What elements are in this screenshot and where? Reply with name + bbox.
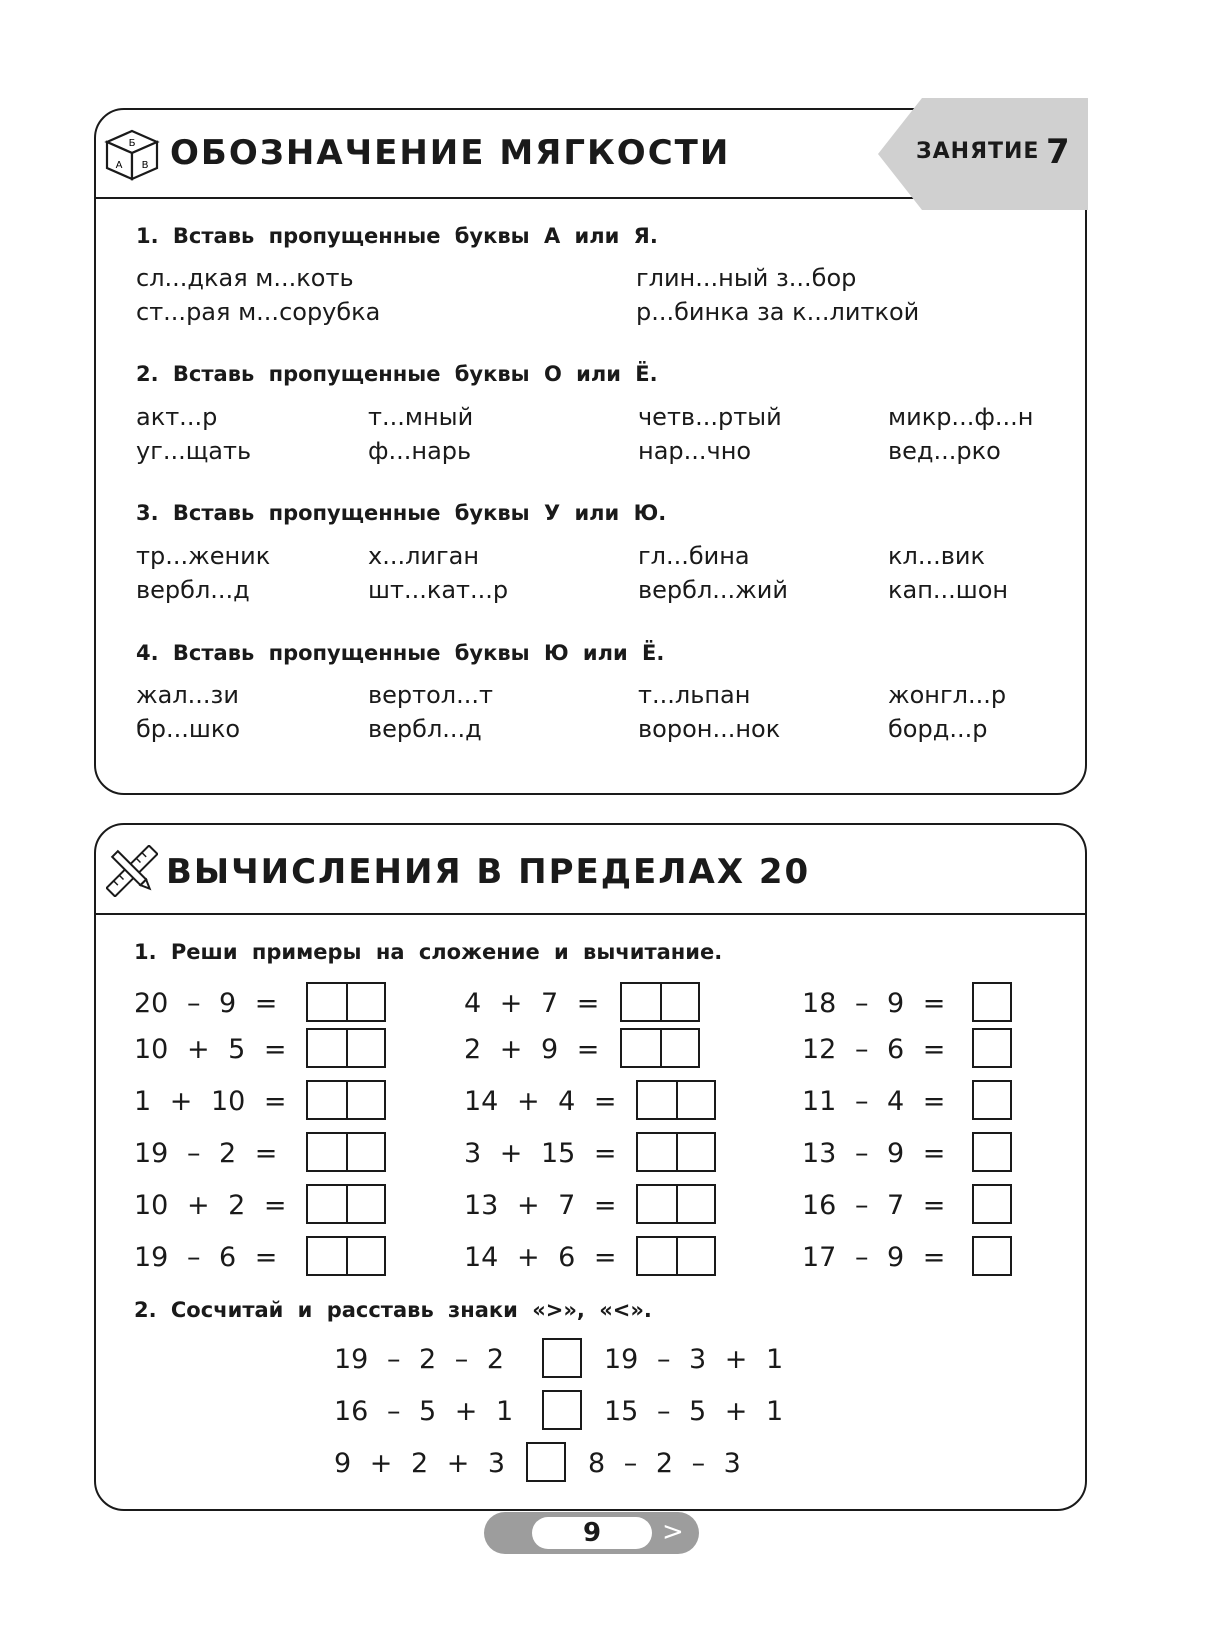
exercise-word: сл...дкая м...коть: [136, 264, 354, 292]
exercise-word: микр...ф...н: [888, 403, 1034, 431]
task-heading: 1. Реши примеры на сложение и вычитание.: [134, 940, 723, 964]
exercise-word: кл...вик: [888, 542, 985, 570]
exercise-word: вед...рко: [888, 437, 1001, 465]
math-example: 18 – 9 =: [802, 988, 946, 1019]
answer-box[interactable]: [620, 1028, 700, 1068]
sign-box[interactable]: [542, 1338, 582, 1378]
section-title: ВЫЧИСЛЕНИЯ В ПРЕДЕЛАХ 20: [166, 852, 811, 892]
math-example: 3 + 15 =: [464, 1138, 617, 1169]
answer-box[interactable]: [636, 1132, 716, 1172]
math-example: 14 + 4 =: [464, 1086, 617, 1117]
math-example: 17 – 9 =: [802, 1242, 946, 1273]
exercise-word: т...мный: [368, 403, 474, 431]
answer-box[interactable]: [972, 1028, 1012, 1068]
lesson-label: ЗАНЯТИЕ: [916, 139, 1040, 164]
answer-box[interactable]: [972, 1132, 1012, 1172]
exercise-word: ст...рая м...сорубка: [136, 298, 381, 326]
compare-left: 19 – 2 – 2: [334, 1344, 505, 1375]
exercise-word: тр...женик: [136, 542, 271, 570]
exercise-word: жонгл...р: [888, 681, 1007, 709]
answer-box[interactable]: [972, 1236, 1012, 1276]
answer-box[interactable]: [306, 1184, 386, 1224]
exercise-word: ф...нарь: [368, 437, 472, 465]
exercise-word: четв...ртый: [638, 403, 782, 431]
math-example: 13 – 9 =: [802, 1138, 946, 1169]
compare-left: 16 – 5 + 1: [334, 1396, 514, 1427]
exercise-word: акт...р: [136, 403, 218, 431]
exercise-word: р...бинка за к...литкой: [636, 298, 920, 326]
math-example: 19 – 2 =: [134, 1138, 278, 1169]
exercise-word: бр...шко: [136, 715, 241, 743]
task-heading: 3. Вставь пропущенные буквы У или Ю.: [136, 501, 667, 525]
compare-right: 8 – 2 – 3: [588, 1448, 741, 1479]
cube-letter-right: В: [141, 160, 149, 171]
exercise-word: жал...зи: [136, 681, 239, 709]
exercise-word: борд...р: [888, 715, 988, 743]
answer-box[interactable]: [620, 982, 700, 1022]
answer-box[interactable]: [972, 1184, 1012, 1224]
exercise-word: ворон...нок: [638, 715, 781, 743]
exercise-word: кап...шон: [888, 576, 1009, 604]
answer-box[interactable]: [306, 1080, 386, 1120]
exercise-word: вертол...т: [368, 681, 494, 709]
section-title: ОБОЗНАЧЕНИЕ МЯГКОСТИ: [170, 133, 731, 173]
lesson-number: 7: [1046, 132, 1070, 172]
answer-box[interactable]: [636, 1236, 716, 1276]
exercise-word: гл...бина: [638, 542, 750, 570]
math-example: 14 + 6 =: [464, 1242, 617, 1273]
exercise-word: глин...ный з...бор: [636, 264, 857, 292]
exercise-word: нар...чно: [638, 437, 752, 465]
compare-left: 9 + 2 + 3: [334, 1448, 506, 1479]
task-heading: 2. Сосчитай и расставь знаки «>», «<».: [134, 1298, 652, 1322]
ruler-pencil-icon: [106, 845, 158, 897]
cube-letter-top: Б: [128, 138, 136, 149]
compare-right: 15 – 5 + 1: [604, 1396, 784, 1427]
sign-box[interactable]: [542, 1390, 582, 1430]
sign-box[interactable]: [526, 1442, 566, 1482]
math-example: 10 + 5 =: [134, 1034, 287, 1065]
answer-box[interactable]: [306, 1236, 386, 1276]
exercise-word: вербл...жий: [638, 576, 788, 604]
exercise-word: шт...кат...р: [368, 576, 509, 604]
answer-box[interactable]: [972, 982, 1012, 1022]
math-example: 2 + 9 =: [464, 1034, 600, 1065]
math-example: 12 – 6 =: [802, 1034, 946, 1065]
answer-box[interactable]: [636, 1184, 716, 1224]
task-heading: 2. Вставь пропущенные буквы О или Ё.: [136, 362, 658, 386]
answer-box[interactable]: [306, 1028, 386, 1068]
exercise-word: х...лиган: [368, 542, 480, 570]
task-heading: 4. Вставь пропущенные буквы Ю или Ё.: [136, 641, 665, 665]
answer-box[interactable]: [972, 1080, 1012, 1120]
answer-box[interactable]: [636, 1080, 716, 1120]
letter-cube-icon: [104, 128, 160, 182]
exercise-word: т...льпан: [638, 681, 751, 709]
math-example: 1 + 10 =: [134, 1086, 287, 1117]
math-example: 10 + 2 =: [134, 1190, 287, 1221]
compare-right: 19 – 3 + 1: [604, 1344, 784, 1375]
page-number: 9: [532, 1517, 652, 1549]
answer-box[interactable]: [306, 982, 386, 1022]
exercise-word: вербл...д: [136, 576, 250, 604]
math-example: 13 + 7 =: [464, 1190, 617, 1221]
header-divider: [96, 913, 1085, 915]
next-page-arrow-icon[interactable]: >: [662, 1517, 684, 1547]
cube-letter-left: А: [115, 160, 123, 171]
math-example: 4 + 7 =: [464, 988, 600, 1019]
answer-box[interactable]: [306, 1132, 386, 1172]
math-example: 19 – 6 =: [134, 1242, 278, 1273]
math-example: 16 – 7 =: [802, 1190, 946, 1221]
exercise-word: вербл...д: [368, 715, 482, 743]
page-indicator: [484, 1512, 699, 1554]
exercise-word: уг...щать: [136, 437, 252, 465]
math-example: 20 – 9 =: [134, 988, 278, 1019]
task-heading: 1. Вставь пропущенные буквы А или Я.: [136, 224, 658, 248]
math-example: 11 – 4 =: [802, 1086, 946, 1117]
